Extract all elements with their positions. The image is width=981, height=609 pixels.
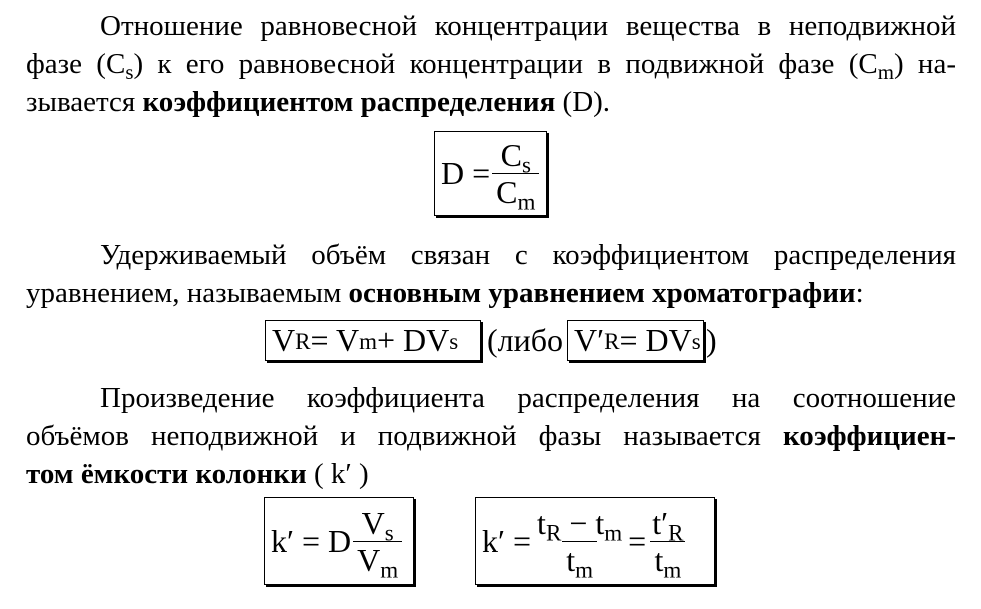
fraction bbox=[492, 137, 539, 215]
term-main-chromatography-equation: основным уравнением хроматографии bbox=[348, 277, 856, 309]
formula-capacity-factor-times bbox=[475, 497, 715, 585]
formula-lhs: k′ = D bbox=[271, 522, 352, 559]
formula-distribution-coefficient bbox=[434, 131, 547, 216]
fraction-numerator bbox=[358, 504, 398, 545]
symbol: t bbox=[566, 541, 576, 578]
symbol: C bbox=[500, 137, 522, 173]
symbol: = V bbox=[310, 322, 360, 358]
subscript: m bbox=[604, 518, 623, 545]
subscript: R bbox=[545, 518, 562, 545]
fraction bbox=[533, 504, 626, 582]
subscript: s bbox=[125, 59, 134, 84]
text-run: фазе (C bbox=[26, 48, 126, 80]
term-capacity-factor-part1: коэффициен- bbox=[782, 420, 956, 452]
fraction-denominator bbox=[353, 541, 402, 582]
symbol: − t bbox=[561, 504, 605, 541]
symbol: V bbox=[272, 322, 296, 358]
subscript: s bbox=[384, 518, 394, 545]
subscript: R bbox=[668, 518, 684, 545]
subscript: m bbox=[663, 555, 682, 582]
formula-main-equation: V R = V m + DV s bbox=[265, 320, 481, 361]
paragraph-retention-volume bbox=[26, 236, 956, 312]
text-run: уравнением, называемым bbox=[26, 277, 349, 309]
paragraph-line bbox=[26, 379, 956, 417]
text-run: ( k′ ) bbox=[306, 458, 369, 490]
fraction bbox=[353, 504, 402, 582]
formula-alternative-suffix: ) bbox=[706, 322, 717, 358]
text-run: Отношение равновесной концентрации вещества в неподвижной bbox=[100, 10, 956, 42]
symbol: t′ bbox=[652, 504, 669, 541]
subscript: m bbox=[517, 188, 536, 215]
equals-sign: = bbox=[628, 522, 647, 559]
subscript: m bbox=[575, 555, 594, 582]
paragraph-line bbox=[26, 455, 956, 493]
formula-lhs: k′ = bbox=[482, 522, 532, 559]
fraction-denominator bbox=[492, 173, 539, 215]
fraction-denominator bbox=[562, 541, 597, 582]
subscript: m bbox=[877, 59, 894, 84]
formula-capacity-factor-volumes bbox=[264, 497, 414, 585]
symbol: V′ bbox=[574, 322, 605, 358]
text-run: объёмов неподвижной и подвижной фазы называется bbox=[26, 420, 783, 452]
text-run: Удерживаемый объём связан с коэффициентом распределения bbox=[100, 239, 956, 271]
symbol: V bbox=[361, 504, 385, 541]
text-run: Произведение коэффициента распределения на соотношение bbox=[100, 382, 956, 414]
fraction bbox=[648, 504, 687, 582]
text-run: ) к его равновесной концентрации в подвижной фазе (C bbox=[133, 48, 878, 80]
subscript: m bbox=[380, 555, 399, 582]
symbol: V bbox=[357, 541, 381, 578]
formula-lhs: D = bbox=[441, 155, 491, 191]
term-capacity-factor-part2: том ёмкости колонки bbox=[26, 458, 307, 490]
symbol: = DV bbox=[619, 322, 692, 358]
paragraph-line bbox=[26, 274, 956, 312]
paragraph-line bbox=[26, 236, 956, 274]
text-run: зывается bbox=[26, 86, 143, 118]
text-run: : bbox=[855, 277, 864, 309]
symbol: t bbox=[537, 504, 546, 541]
formula-alternative-prefix: (либо bbox=[487, 322, 564, 358]
paragraph-capacity-factor bbox=[26, 379, 956, 493]
fraction-numerator bbox=[497, 137, 535, 178]
text-run: (D). bbox=[555, 86, 611, 118]
subscript: s bbox=[521, 151, 531, 178]
text-run: ) на- bbox=[893, 48, 956, 80]
paragraph-line bbox=[26, 417, 956, 455]
symbol: + DV bbox=[376, 322, 450, 358]
fraction-numerator bbox=[648, 504, 687, 545]
paragraph-line bbox=[26, 7, 956, 45]
paragraph-distribution-coefficient bbox=[26, 7, 956, 121]
paragraph-line bbox=[26, 45, 956, 83]
term-distribution-coefficient: коэффициентом распределения bbox=[142, 86, 556, 118]
fraction-denominator bbox=[650, 541, 685, 582]
paragraph-line bbox=[26, 83, 956, 121]
symbol: t bbox=[654, 541, 664, 578]
formula-alternative: V′ R = DV s bbox=[567, 320, 704, 361]
symbol: C bbox=[496, 174, 518, 210]
fraction-numerator bbox=[533, 504, 626, 545]
